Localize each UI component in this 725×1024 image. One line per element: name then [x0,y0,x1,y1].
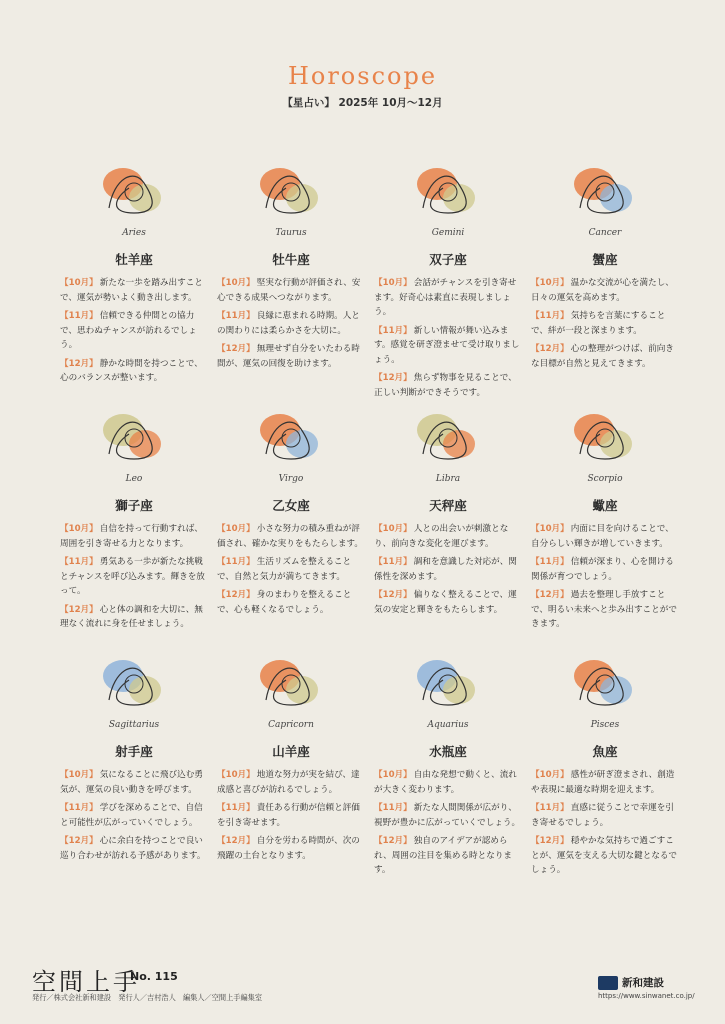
fortune-month: 【12月】 [531,590,569,600]
publisher-credit: 発行／株式会社新和建設 発行人／吉村浩人 編集人／空間上手編集室 [32,993,263,1002]
fortune-month: 【12月】 [374,836,412,846]
fortune-month: 【11月】 [217,557,255,567]
sign-card-taurus [217,158,365,375]
fortune-month: 【10月】 [531,278,569,288]
fortune-month: 【10月】 [374,770,412,780]
fortune-item [60,834,208,863]
fortune-month: 【11月】 [60,803,98,813]
fortune-month: 【11月】 [374,557,412,567]
sign-name: 魚座 [592,744,618,759]
sign-name: 乙女座 [272,498,310,513]
bull-icon [217,158,365,238]
fortune-month: 【10月】 [217,278,255,288]
fortune-item [217,309,365,338]
fortune-text: 信頼できる仲間との協力で、思わぬチャンスが訪れるでしょう。 [60,311,197,350]
sign-latin-name: Leo [125,474,143,484]
scorpion-icon [531,404,679,484]
sign-card-libra [374,404,522,621]
fortune-month: 【11月】 [60,311,98,321]
fortune-text: 心に余白を持つことで良い巡り合わせが訪れる予感があります。 [60,836,206,861]
fortune-text: 自信を持って行動すれば、周囲を引き寄せる力となります。 [60,524,203,549]
fortune-item [217,522,365,551]
fortune-item [531,801,679,830]
sign-latin-name: Libra [435,474,461,484]
fortune-month: 【11月】 [217,803,255,813]
ram-icon [60,158,208,238]
sign-latin-name: Sagittarius [108,720,160,730]
fortune-item [217,834,365,863]
fortune-text: 良縁に恵まれる時期。人との関わりには柔らかさを大切に。 [217,311,360,336]
fish-icon [531,650,679,730]
fortune-text: 新たな一歩を踏み出すことで、運気が勢いよく動き出します。 [60,278,203,303]
fortune-item [217,768,365,797]
sign-latin-name: Cancer [588,228,622,238]
fortune-item [60,555,208,599]
fortune-text: 責任ある行動が信頼と評価を引き寄せます。 [217,803,360,828]
fortune-item [217,555,365,584]
fortune-month: 【10月】 [60,770,98,780]
fortune-text: 調和を意識した対応が、関係性を深めます。 [374,557,517,582]
fortune-item [217,588,365,617]
fortune-text: 温かな交流が心を満たし、日々の運気を高めます。 [531,278,674,303]
sign-latin-name: Taurus [275,228,307,238]
archer-bow-icon [60,650,208,730]
fortune-item [374,276,522,320]
fortune-month: 【11月】 [531,557,569,567]
company-name: 新和建設 [622,977,664,989]
magazine-logo: 空間上手 [32,968,140,996]
fortune-item [60,801,208,830]
maiden-icon [217,404,365,484]
fortune-item [531,342,679,371]
sign-card-scorpio [531,404,679,636]
fortune-text: 独自のアイデアが認められ、周囲の注目を集める時となります。 [374,836,513,875]
fortune-text: 新たな人間関係が広がり、視野が豊かに広がっていくでしょう。 [374,803,521,828]
fortune-month: 【12月】 [60,604,98,615]
sign-name: 蠍座 [592,498,618,513]
fortune-text: 焦らず物事を見ることで、正しい判断ができそうです。 [374,373,517,398]
fortune-item [60,276,208,305]
fortune-item [60,357,208,386]
fortune-month: 【12月】 [531,344,569,354]
fortune-item [531,309,679,338]
sign-card-capricorn [217,650,365,867]
fortune-text: 自由な発想で動くと、流れが大きく変わります。 [374,770,517,795]
sign-card-cancer [531,158,679,375]
fortune-item [531,522,679,551]
fortune-text: 信頼が深まり、心を開ける関係が育つでしょう。 [531,557,674,582]
fortune-text: 自分を労わる時間が、次の飛躍の土台となります。 [217,836,360,861]
company-logo [598,975,664,990]
sign-latin-name: Scorpio [587,474,623,484]
fortune-text: 偏りなく整えることで、運気の安定と輝きをもたらします。 [374,590,517,615]
fortune-month: 【11月】 [374,803,412,813]
fortune-item [374,768,522,797]
sign-name: 獅子座 [115,498,153,513]
fortune-text: 心の整理がつけば、前向きな目標が自然と見えてきます。 [531,344,674,369]
fortune-text: 気になることに飛び込む勇気が、運気の良い動きを呼びます。 [60,770,203,795]
sign-name: 天秤座 [429,498,467,513]
sign-name: 双子座 [429,252,467,267]
fortune-text: 身のまわりを整えることで、心も軽くなるでしょう。 [217,590,352,615]
company-url[interactable]: https://www.sinwanet.co.jp/ [598,992,695,1000]
fortune-month: 【11月】 [374,325,412,336]
fortune-item [60,309,208,353]
fortune-text: 感性が研ぎ澄まされ、創造や表現に最適な時期を迎えます。 [531,770,675,795]
sign-card-virgo [217,404,365,621]
sign-card-pisces [531,650,679,882]
fortune-month: 【12月】 [217,344,255,354]
sign-name: 水瓶座 [429,744,467,759]
fortune-item [531,276,679,305]
fortune-month: 【12月】 [374,590,412,600]
fortune-month: 【12月】 [60,358,98,369]
fortune-text: 小さな努力の積み重ねが評価され、確かな実りをもたらします。 [217,524,363,549]
fortune-item [217,276,365,305]
fortune-text: 気持ちを言葉にすることで、絆が一段と深まります。 [531,311,666,336]
sign-card-aquarius [374,650,522,882]
fortune-item [217,801,365,830]
fortune-item [374,522,522,551]
fortune-item [531,588,679,632]
fortune-item [374,324,522,368]
fortune-month: 【10月】 [60,524,98,534]
sign-latin-name: Aquarius [427,720,469,730]
crab-icon [531,158,679,238]
company-mark-icon [598,976,618,990]
sign-name: 牡羊座 [115,252,153,267]
fortune-text: 過去を整理し手放すことで、明るい未来へと歩み出すことができます。 [531,590,677,629]
sign-card-gemini [374,158,522,404]
fortune-month: 【10月】 [217,770,255,780]
fortune-item [531,768,679,797]
sign-latin-name: Capricorn [268,720,314,730]
fortune-item [374,555,522,584]
sign-latin-name: Pisces [590,720,620,730]
fortune-month: 【10月】 [531,770,569,780]
sign-latin-name: Aries [122,228,146,238]
fortune-text: 無理せず自分をいたわる時間が、運気の回復を助けます。 [217,344,360,369]
sign-card-leo [60,404,208,636]
sign-card-aries [60,158,208,390]
fortune-item [374,834,522,878]
fortune-text: 直感に従うことで幸運を引き寄せるでしょう。 [531,803,674,828]
sign-name: 蟹座 [592,252,618,267]
fortune-text: 心と体の調和を大切に、無理なく流れに身を任せましょう。 [60,604,203,629]
fortune-text: 勇気ある一歩が新たな挑戦とチャンスを呼び込みます。輝きを放って。 [60,557,205,596]
fortune-month: 【10月】 [374,278,412,288]
fortune-item [60,522,208,551]
sign-name: 牡牛座 [272,252,310,267]
fortune-month: 【12月】 [531,836,569,846]
sign-name: 射手座 [115,744,153,759]
fortune-text: 内面に目を向けることで、自分らしい輝きが増していきます。 [531,524,674,549]
fortune-item [374,588,522,617]
fortune-month: 【12月】 [217,590,255,600]
fortune-text: 人との出会いが刺激となり、前向きな変化を運びます。 [374,524,509,549]
sign-latin-name: Gemini [431,228,465,238]
lion-icon [60,404,208,484]
fortune-text: 堅実な行動が評価され、安心できる成果へつながります。 [217,278,361,303]
fortune-text: 地道な努力が実を結び、達成感と喜びが訪れるでしょう。 [217,770,360,795]
fortune-item [60,768,208,797]
fortune-text: 新しい情報が舞い込みます。感覚を研ぎ澄ませて受け取りましょう。 [374,325,520,365]
fortune-month: 【11月】 [217,311,255,321]
twins-icon [374,158,522,238]
fortune-month: 【12月】 [374,373,412,383]
fortune-month: 【10月】 [60,278,98,288]
fortune-item [531,555,679,584]
page-title: Horoscope [287,62,438,90]
fortune-text: 穏やかな気持ちで過ごすことが、運気を支える大切な鍵となるでしょう。 [531,836,678,875]
fortune-month: 【11月】 [531,311,569,321]
fortune-text: 学びを深めることで、自信と可能性が広がっていくでしょう。 [60,803,203,828]
fortune-month: 【12月】 [217,836,255,846]
fortune-item [374,371,522,400]
fortune-month: 【11月】 [531,803,569,813]
fortune-item [531,834,679,878]
sign-latin-name: Virgo [278,474,304,484]
scales-icon [374,404,522,484]
fortune-item [374,801,522,830]
page-subtitle: 【星占い】 2025年 10月～12月 [282,97,443,109]
fortune-text: 静かな時間を持つことで、心のバランスが整います。 [60,358,203,383]
issue-number: No. 115 [130,970,178,983]
sign-name: 山羊座 [272,744,310,759]
fortune-month: 【10月】 [531,524,569,534]
fortune-month: 【11月】 [60,557,98,567]
fortune-item [217,342,365,371]
sign-card-sagittarius [60,650,208,867]
goat-icon [217,650,365,730]
water-jar-icon [374,650,522,730]
fortune-month: 【12月】 [60,836,98,846]
fortune-text: 会話がチャンスを引き寄せます。好奇心は素直に表現しましょう。 [374,278,517,317]
fortune-item [60,603,208,632]
fortune-text: 生活リズムを整えることで、自然と気力が満ちてきます。 [217,557,352,582]
fortune-month: 【10月】 [217,524,255,534]
fortune-month: 【10月】 [374,524,412,534]
